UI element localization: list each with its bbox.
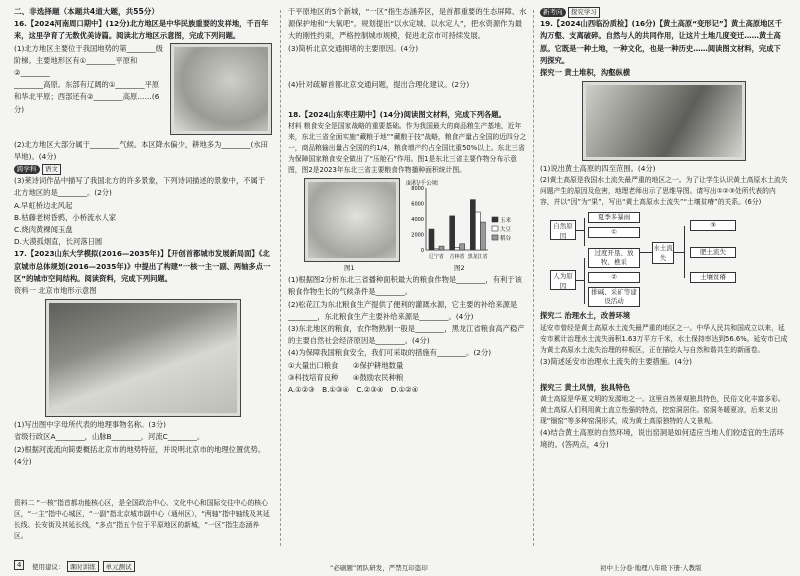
q17-material2-cont: 于平原地区的5个新城，“一区”指生态涵养区，是首都重要的生态屏障、水源保护地和“大氧吧”。规划提出“以水定城、以水定人”，把水资源作为最大的刚性约束，严格控制城市规模，促进北京市可持续发展。 [288, 7, 527, 41]
page-number: 4 [14, 560, 24, 570]
q18-part2: (2)松花江为东北粮食生产提供了便利的灌溉水源，它主要的补给来源是________，东北粮食生产主要补给来源是________。(4分) [288, 299, 518, 321]
q16-part3: (3)莱诗词作品中描写了我国北方的许多景象，下列诗词描述的景象中，不属于北方地区的是________。(2分) [14, 176, 266, 198]
q18-choice: ④鼓励农民种粮 [352, 372, 404, 382]
q19-title: 19.【2024山西临汾质检】(16分)【黄土高原“变形记”】黄土高原地区千沟万壑、支离破碎。自然与人的共同作用，让这片土地几度变迁……黄土高原。它既是一种土地，一种文化，也是一种历史……阅读图文材料，完成下列探究。 [540, 19, 783, 65]
legend-swatch [492, 235, 498, 240]
section-heading: 二、非选择题（本题共4道大题，共55分） [14, 7, 159, 16]
q18-title: 18.【2024山东枣庄期中】(14分)阅读图文材料，完成下列各题。 [288, 110, 506, 120]
y-tick-label: 0 [420, 248, 424, 255]
q17-part3: (3)简析北京交通拥堵的主要原因。(4分) [288, 43, 419, 53]
bar-大豆 [455, 248, 460, 250]
q17-material2: 资料二 “一核”指首都功能核心区，是全国政治中心、文化中心和国际交往中心的核心区，“一主”指中心城区，“一副”指北京城市副中心（通州区），“两轴”指中轴线及其延长线、长安街及其延长线，“多点”指五个位于平原地区的新城，“一区”指生态涵养区。 [14, 499, 270, 541]
column-divider [533, 10, 534, 546]
q19-material2: 延安市曾经是黄土高原水土流失最严重的地区之一。中华人民共和国成立以来，延安市累计治理水土流失面积1.63万平方千米，水土保持率达到56.6%。延安市已成为黄土高原水土流失治理的样板区，正在描绘人与自然和谐共生的新画卷。 [540, 323, 788, 354]
y-tick-label: 8000 [411, 186, 424, 193]
q16-option: B.枯藤老树昏鸦，小桥流水人家 [14, 212, 117, 222]
legend-swatch [492, 226, 498, 231]
natural-cause-box: 自然原因 [550, 220, 576, 240]
q19-explore2: 探究二 治理水土，改善环境 [540, 311, 631, 321]
crop-area-chart [406, 178, 528, 270]
q18-choice: ②保护耕地数量 [352, 360, 404, 370]
bar-大豆 [475, 212, 480, 250]
footer-left [32, 561, 137, 572]
q17-material1: 资料一 北京市地形示意图 [14, 286, 97, 296]
mindmap-node: ③ [690, 220, 736, 231]
q16-option: A.早虹桥边北风起 [14, 200, 73, 210]
q16-part1: (1)北方地区主要位于我国地势的第________级阶梯。主要地形区有①________平原和②________ [14, 43, 163, 78]
figure1-caption: 图1 [344, 264, 355, 273]
q17-part4: (4)针对疏解首都北京交通问题，提出合理化建议。(2分) [288, 79, 470, 89]
q19-part3: (3)简述延安市治理水土流失的主要措施。(4分) [540, 356, 693, 366]
mindmap-node: 夏季多暴雨 [588, 212, 640, 223]
usage-box: 单元测试 [103, 561, 135, 572]
footer-right: 初中上分卷·地理八年级下册·人教版 [600, 564, 702, 572]
human-cause-box: 人为原因 [550, 270, 576, 290]
x-tick-label: 黑龙江省 [467, 254, 488, 261]
q18-part1: (1)根据图2分析东北三省播种面积最大的粮食作物是________，有利于该粮食作物生长的气候条件是________。 [288, 275, 522, 297]
legend-label: 大豆 [500, 227, 512, 234]
mindmap-node: 排碱、采矿等建设活动 [588, 287, 640, 307]
column-middle [288, 6, 528, 396]
q19-part2: (2)黄土高原是我国水土流失最严重的地区之一。为了让学生认识黄土高原水土流失问题产生的原因及危害，地理老师出示了思维导图。请写出①②③处所代表的内容，并以“因”为“果”，写出“黄土高原水土流失”“土壤贫瘠”的关系。(6分) [540, 176, 788, 207]
q16-option: D.大漠孤烟直，长河落日圆 [14, 237, 103, 247]
y-tick-label: 4000 [411, 217, 424, 224]
q16-part2: (2)北方地区大部分属于________气候。本区降水偏少，耕地多为________(水田 旱地)。(4分) [14, 139, 268, 161]
legend-label: 稻谷 [500, 236, 512, 243]
interdisciplinary-tag: 跨学科 [14, 165, 40, 174]
mindmap-node: ① [588, 227, 640, 238]
usage-box: 课时训练 [67, 561, 99, 572]
x-tick-label: 吉林省 [449, 254, 465, 261]
soil-erosion-box: 水土流失 [653, 244, 673, 263]
north-region-map [170, 43, 272, 135]
q18-answer: C.②③④ [356, 385, 384, 395]
beijing-terrain-map [45, 299, 241, 417]
q19-material3: 黄土高原是华夏文明的发源地之一。这里自然景观独具特色，民俗文化丰富多彩。黄土高原人们利用黄土直立性强的特点，挖窑洞居住。窑洞冬暖夏凉，后来又出现“锢窑”等多种窑洞形式，成为黄土高原独特的人文景观。 [540, 395, 785, 426]
bar-稻谷 [439, 246, 444, 250]
q17-part1: (1)写出图中字母所代表的地理事物名称。(3分) [14, 420, 167, 430]
mindmap-node: 肥土流失 [690, 247, 736, 258]
q18-choice: ①大量出口粮食 [288, 360, 339, 370]
q19-part1: (1)说出黄土高原的四至范围。(4分) [540, 164, 656, 174]
mindmap-node: 过度开垦、放牧、樵采 [588, 248, 640, 268]
northeast-crops-map [304, 178, 400, 262]
chart-ylabel: 面积/千公顷 [406, 180, 439, 188]
q19-part4: (4)结合黄土高原的自然环境，说出窑洞是如何适应当地人们较适宜的生活环境的。(答两点，4分) [540, 428, 784, 450]
chinese-tag: 语文 [42, 164, 61, 175]
y-tick-label: 6000 [411, 201, 424, 208]
q17-part1-blanks: 省级行政区A________，山脉B________，河流C________。 [14, 432, 205, 442]
x-tick-label: 辽宁省 [428, 254, 444, 261]
bar-玉米 [450, 216, 455, 250]
q18-part3: (3)东北地区的粮食，农作物熟制一般是________，黑龙江省粮食高产稳产的主要自然社会经济原因是________。(4分) [288, 324, 525, 346]
q19-explore3: 探究三 黄土风情，独具特色 [540, 382, 631, 392]
q16-option: C.烧肉黄稞闻玉盘 [14, 225, 73, 235]
q18-answer: B.①③④ [322, 385, 350, 395]
bar-玉米 [429, 229, 434, 250]
column-right [540, 6, 788, 451]
q19-explore1: 探究一 黄土堆积，沟壑纵横 [540, 68, 631, 78]
bar-稻谷 [480, 222, 485, 250]
mind-map [540, 212, 788, 310]
chart-svg [406, 178, 528, 270]
q18-answer: D.①②④ [390, 385, 419, 395]
q18-choice: ③科技培育良种 [288, 372, 339, 382]
bar-稻谷 [460, 244, 465, 250]
q18-material: 材料 粮食安全是国家战略的重要基础。作为我国最大的商品粮生产基地，近年来，东北三省全面实施“藏粮于地”“藏粮于技”战略，粮食产量占全国的近四分之一，商品粮输出量占全国的约1/4，粮食增产约占全国比重50%以上。东北三省为保障国家粮食安全做出了“压舱石”作用。图1是东北三省主要作物分布示意图，图2是2023年东北三省主要粮食作物播种面积统计图。 [288, 122, 527, 175]
q18-part4: (4)为保障我国粮食安全，我们可采取的措施有________。(2分) [288, 348, 492, 358]
inquiry-tag: 探究学习 [568, 7, 600, 18]
footer-center: “必刷题”团队研发，严禁互印盗印 [330, 564, 428, 572]
legend-swatch [492, 217, 498, 222]
q17-part2: (2)根据河流流向简要概括北京市的地势特征，并说明北京市的地理位置优势。(4分) [14, 444, 266, 466]
bar-大豆 [434, 249, 439, 250]
usage-label: 使用建议： [32, 563, 65, 571]
column-left [14, 6, 272, 542]
legend-label: 玉米 [500, 218, 512, 225]
mindmap-node: ② [588, 272, 640, 283]
q16-part1b: ________高原。东部有辽阔的①________平原和华北平原；西部还有②________高原……(6分) [14, 80, 160, 114]
q16-title: 16.【2024河南周口期中】(12分)北方地区是中华民族重要的发祥地，千百年来，这里孕育了无数优美诗篇。阅读北方地区示意图，完成下列问题。 [14, 19, 269, 41]
q17-title: 17.【2023山东大学模拟(2016—2035年)】【开创首都城市发展新局面】《北京城市总体规划(2016—2035年)》中提出了构建“一核一主一副、两轴多点一区”的城市空间结构。阅读资料，完成下列问题。 [14, 249, 271, 283]
loess-plateau-map [582, 81, 746, 161]
bar-玉米 [470, 200, 475, 250]
mindmap-node: 土壤贫瘠 [690, 272, 736, 283]
figure2-caption: 图2 [454, 264, 465, 273]
y-tick-label: 2000 [411, 232, 424, 239]
q18-answer: A.①②③ [288, 385, 315, 395]
new-trend-tag: 新考向 [540, 8, 566, 17]
column-divider [280, 10, 281, 546]
